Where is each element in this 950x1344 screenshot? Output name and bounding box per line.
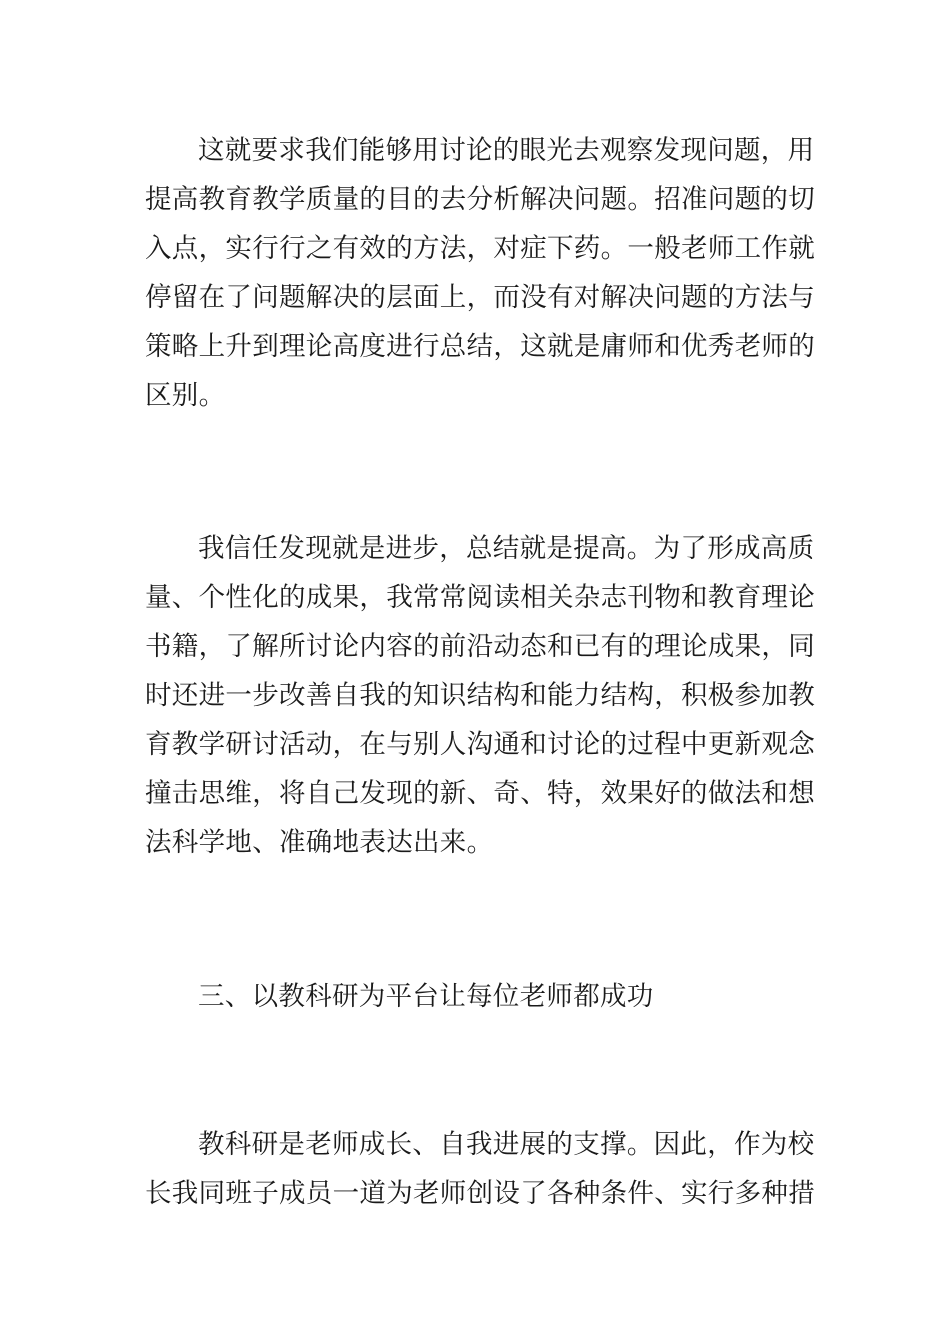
paragraph-line: 量、个性化的成果，我常常阅读相关杂志刊物和教育理论 (145, 582, 815, 613)
paragraph-line: 提高教育教学质量的目的去分析解决问题。招准问题的切 (145, 184, 815, 215)
paragraph-line: 我信任发现就是进步，总结就是提高。为了形成高质 (198, 533, 815, 564)
paragraph-line: 撞击思维，将自己发现的新、奇、特，效果好的做法和想 (145, 778, 815, 809)
paragraph-1 (145, 126, 815, 420)
paragraph-line: 入点，实行行之有效的方法，对症下药。一般老师工作就 (145, 233, 815, 264)
paragraph-line: 书籍，了解所讨论内容的前沿动态和已有的理论成果，同 (145, 631, 815, 662)
paragraph-line: 这就要求我们能够用讨论的眼光去观察发现问题，用 (198, 135, 815, 166)
paragraph-line: 育教学研讨活动，在与别人沟通和讨论的过程中更新观念 (145, 729, 815, 760)
paragraph-line: 长我同班子成员一道为老师创设了各种条件、实行多种措 (145, 1178, 815, 1209)
section-heading: 三、以教科研为平台让每位老师都成功 (198, 981, 654, 1012)
paragraph-line: 策略上升到理论高度进行总结，这就是庸师和优秀老师的 (145, 331, 815, 362)
paragraph-line: 时还进一步改善自我的知识结构和能力结构，积极参加教 (145, 680, 815, 711)
paragraph-line: 法科学地、准确地表达出来。 (145, 827, 494, 858)
paragraph-2 (145, 524, 815, 867)
paragraph-3 (145, 1120, 815, 1218)
paragraph-line: 教科研是老师成长、自我进展的支撑。因此，作为校 (198, 1129, 815, 1160)
paragraph-line: 停留在了问题解决的层面上，而没有对解决问题的方法与 (145, 282, 815, 313)
paragraph-line: 区别。 (145, 380, 226, 411)
